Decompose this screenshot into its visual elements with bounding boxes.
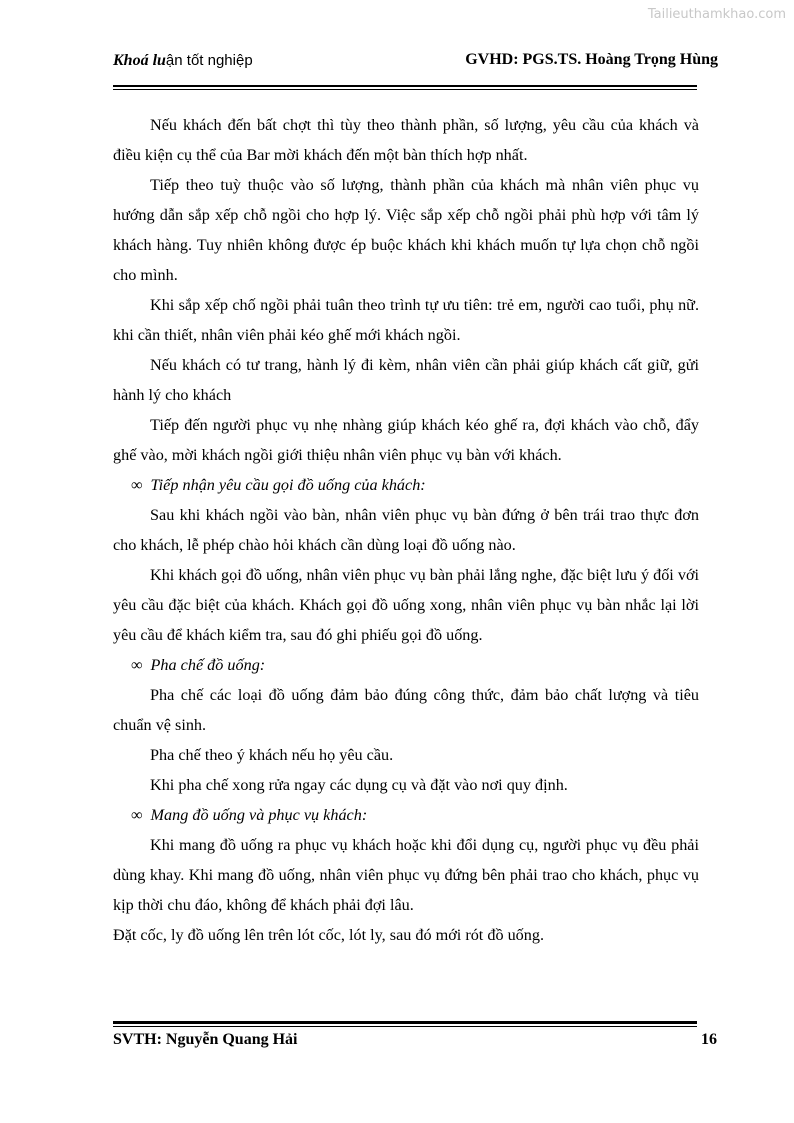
infinity-bullet-icon: ∞: [131, 806, 143, 824]
body-text: [113, 110, 699, 950]
watermark: Tailieuthamkhao.com: [647, 7, 786, 22]
header-rule-thin: [113, 89, 697, 90]
infinity-bullet-icon: ∞: [131, 656, 143, 674]
bullet-heading-text: Pha chế đồ uống:: [150, 656, 266, 674]
paragraph: Đặt cốc, ly đồ uống lên trên lót cốc, lót ly, sau đó mới rót đồ uống.: [113, 926, 545, 944]
paragraph: Khi sắp xếp chố ngồi phải tuân theo trình tự ưu tiên: trẻ em, người cao tuổi, phụ nữ. khi cần thiết, nhân viên phải kéo ghế mới khách ngồi.: [113, 296, 699, 344]
bullet-heading: [113, 650, 699, 680]
paragraph: Nếu khách đến bất chợt thì tùy theo thành phần, số lượng, yêu cầu của khách và điều kiện cụ thể của Bar mời khách đến một bàn thích hợp nhất.: [113, 116, 699, 164]
bullet-heading: [113, 470, 699, 500]
paragraph: Pha chế theo ý khách nếu họ yêu cầu.: [150, 746, 394, 764]
header-rule-thick: [113, 85, 697, 87]
paragraph: Tiếp theo tuỳ thuộc vào số lượng, thành phần của khách mà nhân viên phục vụ hướng dẫn sắp xếp chỗ ngồi cho hợp lý. Việc sắp xếp chỗ ngồi phải phù hợp với tâm lý khách hàng. Tuy nhiên không được ép buộc khách khi khách muốn tự lựa chọn chỗ ngồi cho mình.: [113, 176, 699, 284]
paragraph: Tiếp đến người phục vụ nhẹ nhàng giúp khách kéo ghế ra, đợi khách vào chỗ, đẩy ghế vào, mời khách ngồi giới thiệu nhân viên phục vụ bàn với khách.: [113, 416, 699, 464]
paragraph: Khi pha chế xong rửa ngay các dụng cụ và đặt vào nơi quy định.: [150, 776, 568, 794]
paragraph: Nếu khách có tư trang, hành lý đi kèm, nhân viên cần phải giúp khách cất giữ, gửi hành lý cho khách: [113, 356, 699, 404]
paragraph: Khi mang đồ uống ra phục vụ khách hoặc khi đổi dụng cụ, người phục vụ đều phải dùng khay. Khi mang đồ uống, nhân viên phục vụ đứng bên phải trao cho khách, phục vụ kịp thời chu đáo, không để khách phải đợi lâu.: [113, 836, 699, 914]
paragraph: Khi khách gọi đồ uống, nhân viên phục vụ bàn phải lắng nghe, đặc biệt lưu ý đối với yêu cầu đặc biệt của khách. Khách gọi đồ uống xong, nhân viên phục vụ bàn nhắc lại lời yêu cầu để khách kiểm tra, sau đó ghi phiếu gọi đồ uống.: [113, 566, 699, 644]
page-number: 16: [701, 1031, 717, 1048]
header-left-rest: ận tốt nghiệp: [165, 52, 253, 69]
infinity-bullet-icon: ∞: [131, 476, 143, 494]
footer-rule-thick: [113, 1021, 697, 1024]
footer-author: SVTH: Nguyễn Quang Hải: [113, 1031, 298, 1048]
paragraph: Sau khi khách ngồi vào bàn, nhân viên phục vụ bàn đứng ở bên trái trao thực đơn cho khách, lễ phép chào hỏi khách cần dùng loại đồ uống nào.: [113, 506, 699, 554]
bullet-heading-text: Tiếp nhận yêu cầu gọi đồ uống của khách:: [150, 476, 426, 494]
paragraph: Pha chế các loại đồ uống đảm bảo đúng công thức, đảm bảo chất lượng và tiêu chuẩn vệ sinh.: [113, 686, 699, 734]
bullet-heading-text: Mang đồ uống và phục vụ khách:: [150, 806, 368, 824]
header-right: GVHD: PGS.TS. Hoàng Trọng Hùng: [465, 51, 718, 68]
bullet-heading: [113, 800, 699, 830]
header-left-italic: Khoá lu: [113, 52, 166, 69]
header-left: [113, 52, 253, 70]
footer-rule-thin: [113, 1026, 697, 1027]
